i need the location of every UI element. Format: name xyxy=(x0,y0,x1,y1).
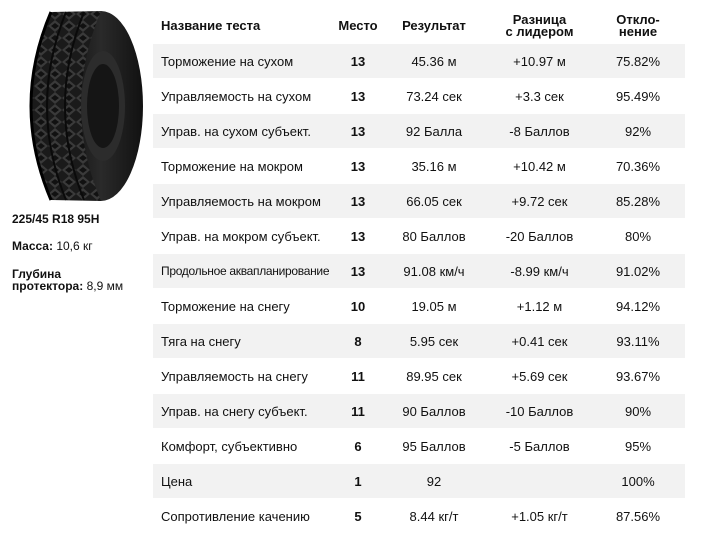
test-name: Торможение на снегу xyxy=(153,289,336,324)
test-place: 8 xyxy=(336,324,380,359)
test-result: 8.44 кг/т xyxy=(380,499,488,534)
test-deviation: 93.67% xyxy=(591,359,685,394)
header-name: Название теста xyxy=(161,18,261,33)
test-deviation: 85.28% xyxy=(591,184,685,219)
test-result: 35.16 м xyxy=(380,149,488,184)
test-name: Управляемость на снегу xyxy=(153,359,336,394)
test-deviation: 92% xyxy=(591,114,685,149)
test-name: Управ. на сухом субъект. xyxy=(153,114,336,149)
test-diff: -20 Баллов xyxy=(488,219,591,254)
test-diff: +5.69 сек xyxy=(488,359,591,394)
mass-label: Масса: xyxy=(12,239,53,253)
test-place: 13 xyxy=(336,79,380,114)
test-result: 19.05 м xyxy=(380,289,488,324)
test-place: 13 xyxy=(336,44,380,79)
test-diff: +9.72 сек xyxy=(488,184,591,219)
test-name: Управ. на мокром субъект. xyxy=(153,219,336,254)
test-place: 6 xyxy=(336,429,380,464)
test-deviation: 91.02% xyxy=(591,254,685,289)
depth-label-line2: протектора: xyxy=(12,279,84,293)
test-result: 66.05 сек xyxy=(380,184,488,219)
tire-image xyxy=(6,8,146,204)
test-name: Торможение на мокром xyxy=(153,149,336,184)
test-deviation: 95% xyxy=(591,429,685,464)
test-result: 90 Баллов xyxy=(380,394,488,429)
test-name: Комфорт, субъективно xyxy=(153,429,336,464)
test-deviation: 75.82% xyxy=(591,44,685,79)
test-name: Тяга на снегу xyxy=(153,324,336,359)
test-diff: -8 Баллов xyxy=(488,114,591,149)
test-result: 73.24 сек xyxy=(380,79,488,114)
test-result: 5.95 сек xyxy=(380,324,488,359)
table-row xyxy=(153,324,685,359)
test-deviation: 87.56% xyxy=(591,499,685,534)
test-diff xyxy=(488,464,591,499)
test-diff: +0.41 сек xyxy=(488,324,591,359)
table-row xyxy=(153,254,685,289)
header-diff xyxy=(488,8,591,44)
test-diff: +10.97 м xyxy=(488,44,591,79)
test-diff: +10.42 м xyxy=(488,149,591,184)
mass-value: 10,6 кг xyxy=(56,239,93,253)
test-place: 11 xyxy=(336,359,380,394)
table-row xyxy=(153,79,685,114)
test-result: 80 Баллов xyxy=(380,219,488,254)
header-place: Место xyxy=(338,18,378,33)
table-header-row xyxy=(153,8,685,44)
table-row xyxy=(153,394,685,429)
test-result: 92 xyxy=(380,464,488,499)
test-diff: -5 Баллов xyxy=(488,429,591,464)
test-place: 13 xyxy=(336,254,380,289)
depth-label-line1: Глубина xyxy=(12,267,62,281)
table-row xyxy=(153,289,685,324)
table-row xyxy=(153,429,685,464)
tire-mass xyxy=(12,239,93,253)
test-place: 13 xyxy=(336,149,380,184)
test-deviation: 70.36% xyxy=(591,149,685,184)
test-result: 95 Баллов xyxy=(380,429,488,464)
test-name: Сопротивление качению xyxy=(153,499,336,534)
test-name: Управляемость на мокром xyxy=(153,184,336,219)
test-place: 13 xyxy=(336,114,380,149)
test-diff: +1.12 м xyxy=(488,289,591,324)
table-row xyxy=(153,114,685,149)
test-diff: +3.3 сек xyxy=(488,79,591,114)
test-name: Управляемость на сухом xyxy=(153,79,336,114)
test-deviation: 93.11% xyxy=(591,324,685,359)
test-result: 92 Балла xyxy=(380,114,488,149)
test-result: 89.95 сек xyxy=(380,359,488,394)
test-deviation: 100% xyxy=(591,464,685,499)
test-deviation: 95.49% xyxy=(591,79,685,114)
table-row xyxy=(153,149,685,184)
test-place: 10 xyxy=(336,289,380,324)
tire-info-panel xyxy=(0,0,150,524)
test-place: 13 xyxy=(336,219,380,254)
test-result: 45.36 м xyxy=(380,44,488,79)
header-diff-line1: Разница xyxy=(512,12,567,27)
tire-icon xyxy=(6,8,146,204)
test-name: Цена xyxy=(153,464,336,499)
test-diff: -10 Баллов xyxy=(488,394,591,429)
test-diff: +1.05 кг/т xyxy=(488,499,591,534)
table-row xyxy=(153,464,685,499)
depth-value: 8,9 мм xyxy=(86,279,124,293)
test-deviation: 94.12% xyxy=(591,289,685,324)
test-place: 1 xyxy=(336,464,380,499)
test-diff: -8.99 км/ч xyxy=(488,254,591,289)
test-place: 11 xyxy=(336,394,380,429)
test-name: Продольное аквапланирование xyxy=(153,254,336,289)
test-name: Управ. на снегу субъект. xyxy=(153,394,336,429)
tread-depth xyxy=(12,268,152,292)
header-diff-line2: с лидером xyxy=(505,24,574,39)
tire-size: 225/45 R18 95H xyxy=(12,212,100,226)
header-result: Результат xyxy=(402,18,466,33)
test-deviation: 80% xyxy=(591,219,685,254)
test-place: 13 xyxy=(336,184,380,219)
test-deviation: 90% xyxy=(591,394,685,429)
test-result: 91.08 км/ч xyxy=(380,254,488,289)
table-row xyxy=(153,219,685,254)
table-row xyxy=(153,499,685,534)
test-name: Торможение на сухом xyxy=(153,44,336,79)
test-results-table xyxy=(153,8,685,534)
test-place: 5 xyxy=(336,499,380,534)
table-row xyxy=(153,359,685,394)
table-row xyxy=(153,44,685,79)
header-deviation xyxy=(591,8,685,44)
table-row xyxy=(153,184,685,219)
header-dev-line1: Откло- xyxy=(616,12,660,27)
header-dev-line2: нение xyxy=(618,24,658,39)
